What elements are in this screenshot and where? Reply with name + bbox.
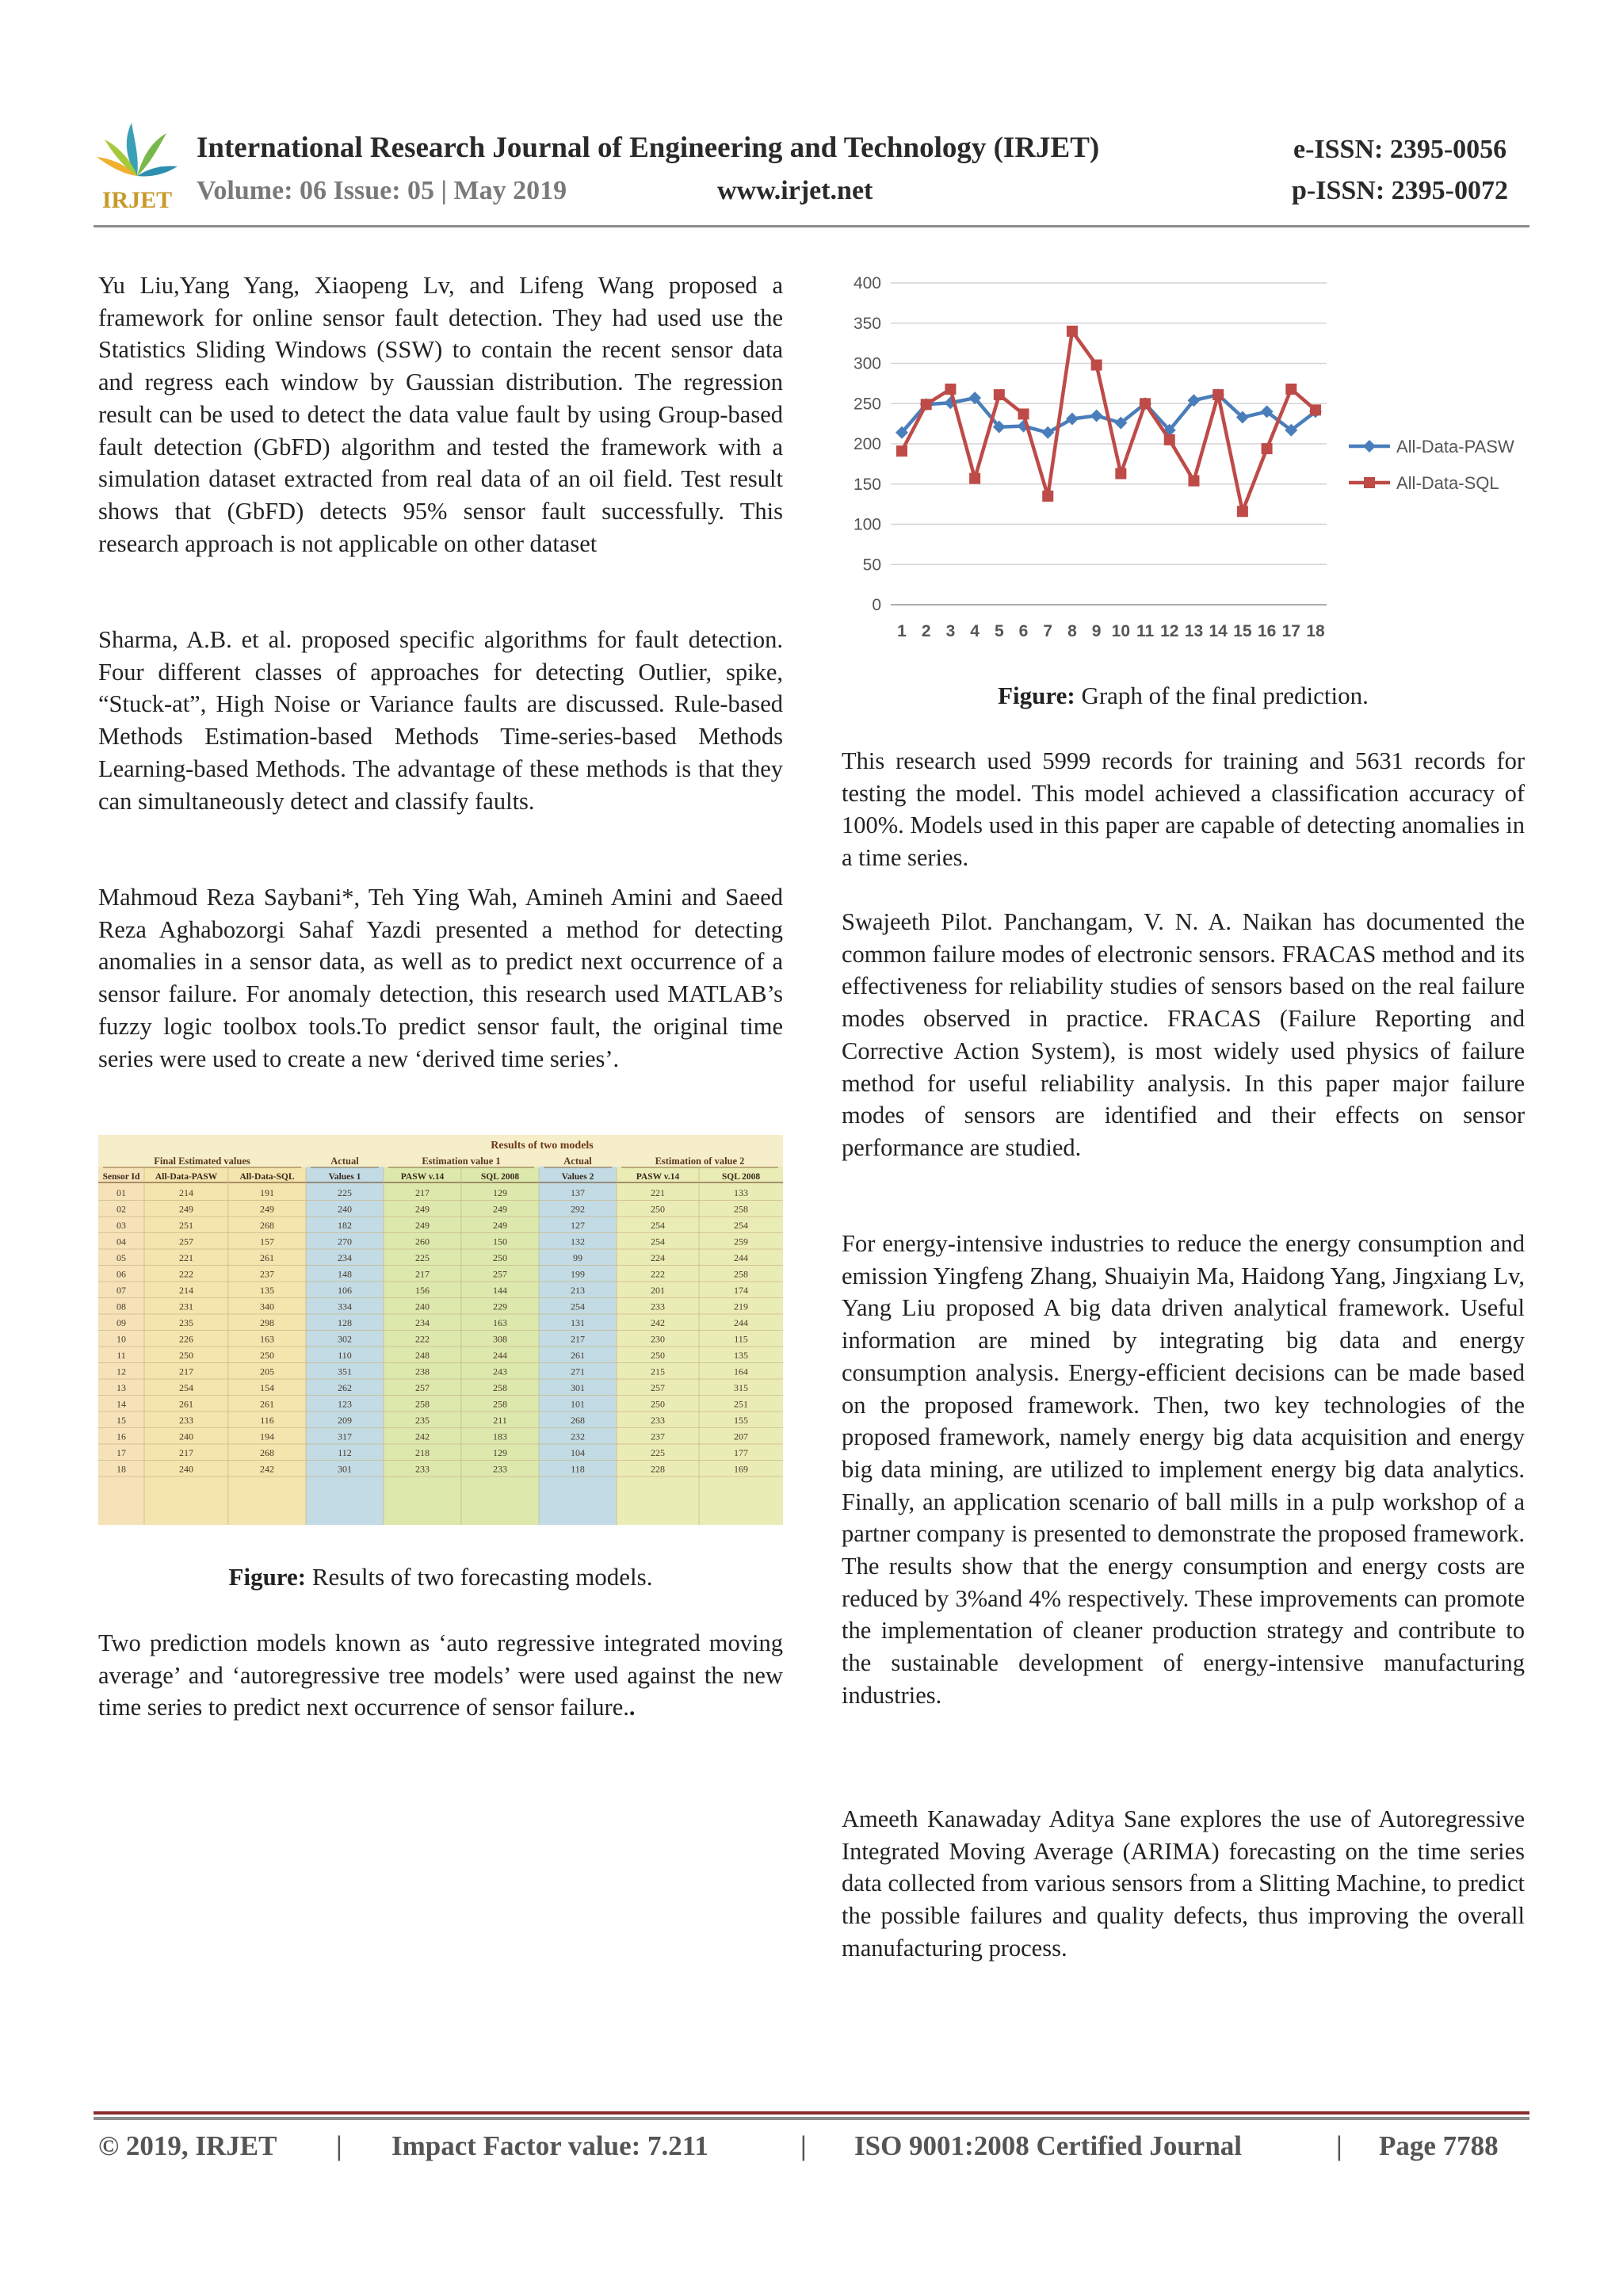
x-tick-label: 17: [1281, 622, 1300, 640]
footer-divider-grey: [94, 2117, 1529, 2120]
footer-page-number: Page 7788: [1379, 2130, 1499, 2161]
table-cell: 249: [415, 1220, 430, 1231]
data-point: [1237, 506, 1248, 517]
table-column-header: Sensor Id: [102, 1172, 140, 1182]
table-cell: 115: [734, 1333, 748, 1345]
table-cell: 242: [415, 1431, 430, 1442]
table-cell: 249: [260, 1203, 274, 1215]
table-cell: 251: [179, 1220, 193, 1231]
table-column-header: SQL 2008: [721, 1172, 761, 1182]
legend-label: All-Data-PASW: [1396, 437, 1514, 457]
table-cell: 237: [260, 1268, 274, 1280]
table-cell: 05: [116, 1252, 126, 1263]
table-title: Results of two models: [491, 1140, 594, 1152]
table-column-header: Values 1: [328, 1172, 361, 1182]
table-cell: 268: [571, 1415, 585, 1426]
table-cell: 135: [260, 1285, 274, 1296]
data-point: [1310, 404, 1321, 415]
logo-leaves-icon: [97, 123, 178, 177]
table-cell: 308: [493, 1333, 507, 1345]
y-tick-label: 400: [853, 274, 881, 292]
table-cell: 268: [260, 1220, 274, 1231]
table-cell: 110: [338, 1350, 352, 1361]
paragraph-prediction-models: [98, 1627, 783, 1724]
table-cell: 233: [415, 1463, 430, 1475]
y-tick-label: 350: [853, 314, 881, 333]
data-point: [921, 399, 932, 410]
table-cell: 238: [415, 1366, 430, 1377]
table-group-header: Actual: [330, 1156, 359, 1167]
data-point: [1042, 491, 1053, 502]
table-cell: 222: [415, 1333, 430, 1345]
table-cell: 169: [734, 1463, 748, 1475]
table-cell: 225: [338, 1187, 352, 1198]
table-cell: 222: [651, 1268, 665, 1280]
eissn: e-ISSN: 2395-0056: [1293, 135, 1507, 164]
data-point: [1212, 389, 1224, 400]
table-cell: 298: [260, 1317, 274, 1328]
table-cell: 226: [179, 1333, 193, 1345]
table-cell: 233: [651, 1415, 665, 1426]
table-cell: 242: [651, 1317, 665, 1328]
y-tick-label: 150: [853, 475, 881, 494]
x-tick-label: 10: [1111, 622, 1131, 640]
table-column-header: SQL 2008: [480, 1172, 520, 1182]
table-cell: 250: [179, 1350, 193, 1361]
table-group-header: Actual: [563, 1156, 592, 1167]
table-cell: 205: [260, 1366, 274, 1377]
table-cell: 249: [493, 1203, 507, 1215]
table-caption-text: Results of two forecasting models.: [306, 1563, 653, 1591]
table-cell: 219: [734, 1301, 748, 1312]
table-cell: 250: [651, 1398, 665, 1410]
table-cell: 229: [493, 1301, 507, 1312]
table-cell: 232: [571, 1431, 585, 1442]
results-table-figure: [98, 1135, 783, 1525]
table-cell: 137: [571, 1187, 585, 1198]
table-cell: 254: [179, 1382, 193, 1393]
x-tick-label: 2: [921, 622, 931, 640]
table-cell: 254: [571, 1301, 585, 1312]
chart-caption-label: Figure:: [998, 682, 1075, 709]
table-cell: 156: [415, 1285, 430, 1296]
table-cell: 133: [734, 1187, 748, 1198]
table-cell: 250: [651, 1203, 665, 1215]
table-cell: 258: [493, 1382, 507, 1393]
y-tick-label: 0: [872, 596, 881, 614]
table-cell: 217: [415, 1187, 430, 1198]
table-cell: 09: [116, 1317, 126, 1328]
table-cell: 155: [734, 1415, 748, 1426]
table-cell: 215: [651, 1366, 665, 1377]
table-cell: 254: [734, 1220, 748, 1231]
table-cell: 251: [734, 1398, 748, 1410]
table-cell: 315: [734, 1382, 748, 1393]
table-cell: 132: [571, 1236, 585, 1247]
table-cell: 194: [260, 1431, 274, 1442]
x-tick-label: 1: [897, 622, 907, 640]
paragraph-yu-liu: Yu Liu,Yang Yang, Xiaopeng Lv, and Lifeng Wang proposed a framework for online sensor fault detection. They had used use the Statistics Sliding Windows (SSW) to contain the recent sensor data and regress each window by Gaussian distribution. The regression result can be used to detect the data value fault by using Group-based fault detection (GbFD) algorithm and tested the framework with a simulation dataset extracted from real data of an oil field. Test result shows that (GbFD) detects 95% sensor fault successfully. This research approach is not applicable on other dataset: [98, 272, 783, 557]
table-caption: [98, 1563, 783, 1591]
table-cell: 258: [493, 1398, 507, 1410]
table-cell: 257: [651, 1382, 665, 1393]
table-cell: 257: [179, 1236, 193, 1247]
table-cell: 02: [116, 1203, 126, 1215]
table-cell: 317: [338, 1431, 352, 1442]
table-cell: 217: [179, 1447, 193, 1458]
table-cell: 301: [338, 1463, 352, 1475]
table-cell: 261: [260, 1398, 274, 1410]
paragraph-sharma: Sharma, A.B. et al. proposed specific algorithms for fault detection. Four different classes of approaches for detecting Outlier, spike, “Stuck-at”, High Noise or Variance faults are discussed. Rule-based Methods Estimation-based Methods Time-series-based Methods Learning-based Methods. The advantage of these methods is that they can simultaneously detect and classify faults.: [98, 626, 783, 815]
chart-caption-text: Graph of the final prediction.: [1075, 682, 1369, 709]
table-cell: 260: [415, 1236, 430, 1247]
table-cell: 150: [493, 1236, 507, 1247]
table-cell: 177: [734, 1447, 748, 1458]
table-cell: 04: [116, 1236, 126, 1247]
y-tick-label: 100: [853, 515, 881, 534]
table-cell: 222: [179, 1268, 193, 1280]
table-cell: 230: [651, 1333, 665, 1345]
table-cell: 233: [493, 1463, 507, 1475]
footer-separator: |: [1336, 2130, 1342, 2161]
table-cell: 292: [571, 1203, 585, 1215]
table-cell: 249: [179, 1203, 193, 1215]
paragraph-saybani: Mahmoud Reza Saybani*, Teh Ying Wah, Amineh Amini and Saeed Reza Aghabozorgi Sahaf Yazdi presented a method for detecting anomalies in a sensor data, as well as to predict next occurrence of a sensor failure. For anomaly detection, this research used MATLAB’s fuzzy logic toolbox tools.To predict sensor fault, the original time series were used to create a new ‘derived time series’.: [98, 884, 783, 1072]
table-group-header: Estimation value 1: [422, 1156, 501, 1167]
table-cell: 129: [493, 1187, 507, 1198]
y-tick-label: 200: [853, 435, 881, 453]
table-cell: 235: [179, 1317, 193, 1328]
table-column-header: Values 2: [561, 1172, 594, 1182]
table-cell: 250: [493, 1252, 507, 1263]
x-tick-label: 16: [1257, 622, 1277, 640]
table-cell: 218: [415, 1447, 430, 1458]
table-cell: 10: [116, 1333, 126, 1345]
footer-divider-red: [94, 2111, 1529, 2115]
table-cell: 191: [260, 1187, 274, 1198]
table-cell: 351: [338, 1366, 352, 1377]
table-cell: 240: [179, 1463, 193, 1475]
table-cell: 116: [260, 1415, 274, 1426]
footer-separator: |: [336, 2130, 342, 2161]
table-cell: 13: [116, 1382, 126, 1393]
data-point: [1091, 360, 1102, 371]
table-cell: 249: [415, 1203, 430, 1215]
table-cell: 243: [493, 1366, 507, 1377]
paragraph-prediction-models-text: Two prediction models known as ‘auto regressive integrated moving average’ and ‘autoregressive tree models’ were used against the new time series to predict next occurrence of sensor failure.: [98, 1629, 783, 1721]
data-point: [1115, 468, 1126, 479]
table-cell: 01: [116, 1187, 126, 1198]
table-cell: 07: [116, 1285, 126, 1296]
paragraph-swajeeth: Swajeeth Pilot. Panchangam, V. N. A. Naikan has documented the common failure modes of electronic sensors. FRACAS method and its effectiveness for reliability studies of sensors based on the real failure modes observed in practice. FRACAS (Failure Reporting and Corrective Action System), is most widely used physics of failure method for useful reliability analysis. In this paper major failure modes of sensors are identified and their effects on sensor performance are studied.: [842, 908, 1525, 1161]
table-cell: 15: [116, 1415, 126, 1426]
table-group-header: Estimation of value 2: [655, 1156, 745, 1167]
table-cell: 199: [571, 1268, 585, 1280]
table-cell: 334: [338, 1301, 352, 1312]
table-cell: 03: [116, 1220, 126, 1231]
table-cell: 06: [116, 1268, 126, 1280]
table-cell: 271: [571, 1366, 585, 1377]
table-cell: 240: [415, 1301, 430, 1312]
table-cell: 250: [651, 1350, 665, 1361]
data-point: [969, 473, 980, 484]
x-tick-label: 5: [994, 622, 1004, 640]
table-cell: 163: [260, 1333, 274, 1345]
table-cell: 217: [179, 1366, 193, 1377]
paragraph-records: This research used 5999 records for training and 5631 records for testing the model. This model achieved a classification accuracy of 100%. Models used in this paper are capable of detecting anomalies in a time series.: [842, 747, 1525, 872]
x-tick-label: 7: [1043, 622, 1053, 640]
table-cell: 129: [493, 1447, 507, 1458]
table-cell: 174: [734, 1285, 748, 1296]
table-cell: 214: [179, 1187, 193, 1198]
table-cell: 261: [260, 1252, 274, 1263]
table-cell: 163: [493, 1317, 507, 1328]
table-cell: 240: [338, 1203, 352, 1215]
table-cell: 259: [734, 1236, 748, 1247]
data-point: [1018, 408, 1029, 419]
x-tick-label: 6: [1018, 622, 1029, 640]
table-cell: 148: [338, 1268, 352, 1280]
chart-caption: [842, 682, 1525, 710]
data-point: [1164, 434, 1175, 445]
header-divider: [94, 225, 1529, 227]
data-point: [896, 445, 907, 457]
prediction-line-chart: [842, 266, 1587, 662]
table-cell: 231: [179, 1301, 193, 1312]
table-cell: 268: [260, 1447, 274, 1458]
table-cell: 254: [651, 1236, 665, 1247]
legend-label: All-Data-SQL: [1396, 473, 1499, 493]
table-cell: 217: [415, 1268, 430, 1280]
table-cell: 112: [338, 1447, 352, 1458]
volume-issue: Volume: 06 Issue: 05 | May 2019: [197, 176, 567, 205]
table-cell: 213: [571, 1285, 585, 1296]
table-cell: 11: [116, 1350, 126, 1361]
x-tick-label: 18: [1306, 622, 1325, 640]
table-cell: 18: [116, 1463, 126, 1475]
table-cell: 258: [734, 1268, 748, 1280]
table-cell: 101: [571, 1398, 585, 1410]
table-column-header: PASW v.14: [400, 1172, 445, 1182]
table-cell: 221: [179, 1252, 193, 1263]
table-column-header: PASW v.14: [636, 1172, 680, 1182]
footer-separator: |: [800, 2130, 807, 2161]
table-cell: 207: [734, 1431, 748, 1442]
table-cell: 157: [260, 1236, 274, 1247]
table-cell: 254: [651, 1220, 665, 1231]
footer-iso: ISO 9001:2008 Certified Journal: [854, 2130, 1243, 2161]
data-point: [1262, 443, 1273, 454]
x-tick-label: 4: [970, 622, 980, 640]
table-cell: 228: [651, 1463, 665, 1475]
table-group-header: Final Estimated values: [154, 1156, 250, 1167]
table-cell: 242: [260, 1463, 274, 1475]
table-cell: 244: [734, 1252, 748, 1263]
table-cell: 14: [116, 1398, 126, 1410]
table-cell: 244: [493, 1350, 507, 1361]
footer-impact-factor: Impact Factor value: 7.211: [391, 2130, 708, 2161]
table-cell: 214: [179, 1285, 193, 1296]
data-point: [1188, 476, 1199, 487]
table-cell: 118: [571, 1463, 585, 1475]
table-cell: 106: [338, 1285, 352, 1296]
x-tick-label: 3: [945, 622, 956, 640]
journal-title: International Research Journal of Engineering and Technology (IRJET): [197, 132, 1100, 164]
table-cell: 233: [179, 1415, 193, 1426]
y-tick-label: 50: [862, 556, 881, 575]
table-cell: 233: [651, 1301, 665, 1312]
table-column-header: All-Data-PASW: [155, 1172, 218, 1182]
table-cell: 17: [116, 1447, 126, 1458]
table-cell: 209: [338, 1415, 352, 1426]
table-cell: 262: [338, 1382, 352, 1393]
table-cell: 128: [338, 1317, 352, 1328]
table-cell: 224: [651, 1252, 665, 1263]
y-tick-label: 300: [853, 354, 881, 373]
data-point: [1285, 384, 1296, 395]
table-cell: 08: [116, 1301, 126, 1312]
footer-copyright: © 2019, IRJET: [98, 2130, 277, 2161]
table-cell: 123: [338, 1398, 352, 1410]
table-cell: 12: [116, 1366, 126, 1377]
legend-marker: [1364, 477, 1375, 488]
table-cell: 182: [338, 1220, 352, 1231]
table-cell: 302: [338, 1333, 352, 1345]
paragraph-end-period: .: [628, 1694, 636, 1721]
table-cell: 258: [415, 1398, 430, 1410]
table-cell: 225: [651, 1447, 665, 1458]
data-point: [1090, 409, 1103, 422]
x-tick-label: 14: [1209, 622, 1228, 640]
table-cell: 244: [734, 1317, 748, 1328]
pissn: p-ISSN: 2395-0072: [1292, 176, 1508, 205]
data-point: [994, 389, 1005, 400]
data-point: [1067, 326, 1078, 337]
table-cell: 135: [734, 1350, 748, 1361]
x-tick-label: 12: [1160, 622, 1179, 640]
table-cell: 301: [571, 1382, 585, 1393]
table-cell: 211: [493, 1415, 507, 1426]
table-cell: 261: [179, 1398, 193, 1410]
paragraph-ameeth: Ameeth Kanawaday Aditya Sane explores the use of Autoregressive Integrated Moving Average (ARIMA) forecasting on the time series data collected from various sensors from a Slitting Machine, to predict the possible failures and quality defects, thus improving the overall manufacturing process.: [842, 1805, 1525, 1962]
y-tick-label: 250: [853, 395, 881, 414]
table-cell: 261: [571, 1350, 585, 1361]
table-cell: 131: [571, 1317, 585, 1328]
x-tick-label: 8: [1067, 622, 1077, 640]
table-cell: 235: [415, 1415, 430, 1426]
table-cell: 234: [338, 1252, 352, 1263]
table-cell: 225: [415, 1252, 430, 1263]
table-cell: 164: [734, 1366, 748, 1377]
table-cell: 240: [179, 1431, 193, 1442]
x-tick-label: 9: [1091, 622, 1102, 640]
table-cell: 221: [651, 1187, 665, 1198]
table-cell: 248: [415, 1350, 430, 1361]
table-cell: 237: [651, 1431, 665, 1442]
x-tick-label: 15: [1233, 622, 1252, 640]
table-cell: 249: [493, 1220, 507, 1231]
table-cell: 250: [260, 1350, 274, 1361]
table-cell: 217: [571, 1333, 585, 1345]
table-cell: 127: [571, 1220, 585, 1231]
x-tick-label: 11: [1136, 622, 1155, 640]
logo-text: IRJET: [101, 187, 173, 213]
data-point: [945, 384, 956, 395]
data-point: [1140, 398, 1151, 409]
irjet-logo: [94, 119, 181, 214]
table-cell: 104: [571, 1447, 585, 1458]
table-cell: 257: [493, 1268, 507, 1280]
table-cell: 257: [415, 1382, 430, 1393]
table-cell: 154: [260, 1382, 274, 1393]
table-column-header: All-Data-SQL: [239, 1172, 295, 1182]
table-cell: 258: [734, 1203, 748, 1215]
table-cell: 234: [415, 1317, 430, 1328]
table-cell: 340: [260, 1301, 274, 1312]
table-cell: 144: [493, 1285, 507, 1296]
paragraph-energy: For energy-intensive industries to reduce the energy consumption and emission Yingfeng Zhang, Shuaiyin Ma, Haidong Yang, Jingxiang Lv, Yang Liu proposed A big data driven analytical framework. Useful information are mined by integrating big data and energy consumption analysis. Energy-efficient decisions can be made based on the proposed framework. Then, two key technologies of the proposed framework, namely energy big data acquisition and energy big data mining, are utilized to implement energy big data analytics. Finally, an application scenario of ball mills in a pulp workshop of a partner company is presented to demonstrate the proposed framework. The results show that the energy consumption and energy costs are reduced by 3%and 4% respectively. These improvements can promote the implementation of cleaner production strategy and contribute to the sustainable development of energy-intensive manufacturing industries.: [842, 1230, 1525, 1709]
table-cell: 183: [493, 1431, 507, 1442]
table-cell: 201: [651, 1285, 665, 1296]
table-cell: 99: [573, 1252, 582, 1263]
table-cell: 270: [338, 1236, 352, 1247]
legend-marker: [1363, 440, 1376, 453]
x-tick-label: 13: [1184, 622, 1204, 640]
table-cell: 16: [116, 1431, 126, 1442]
table-caption-label: Figure:: [228, 1563, 307, 1591]
journal-website[interactable]: www.irjet.net: [717, 176, 873, 205]
